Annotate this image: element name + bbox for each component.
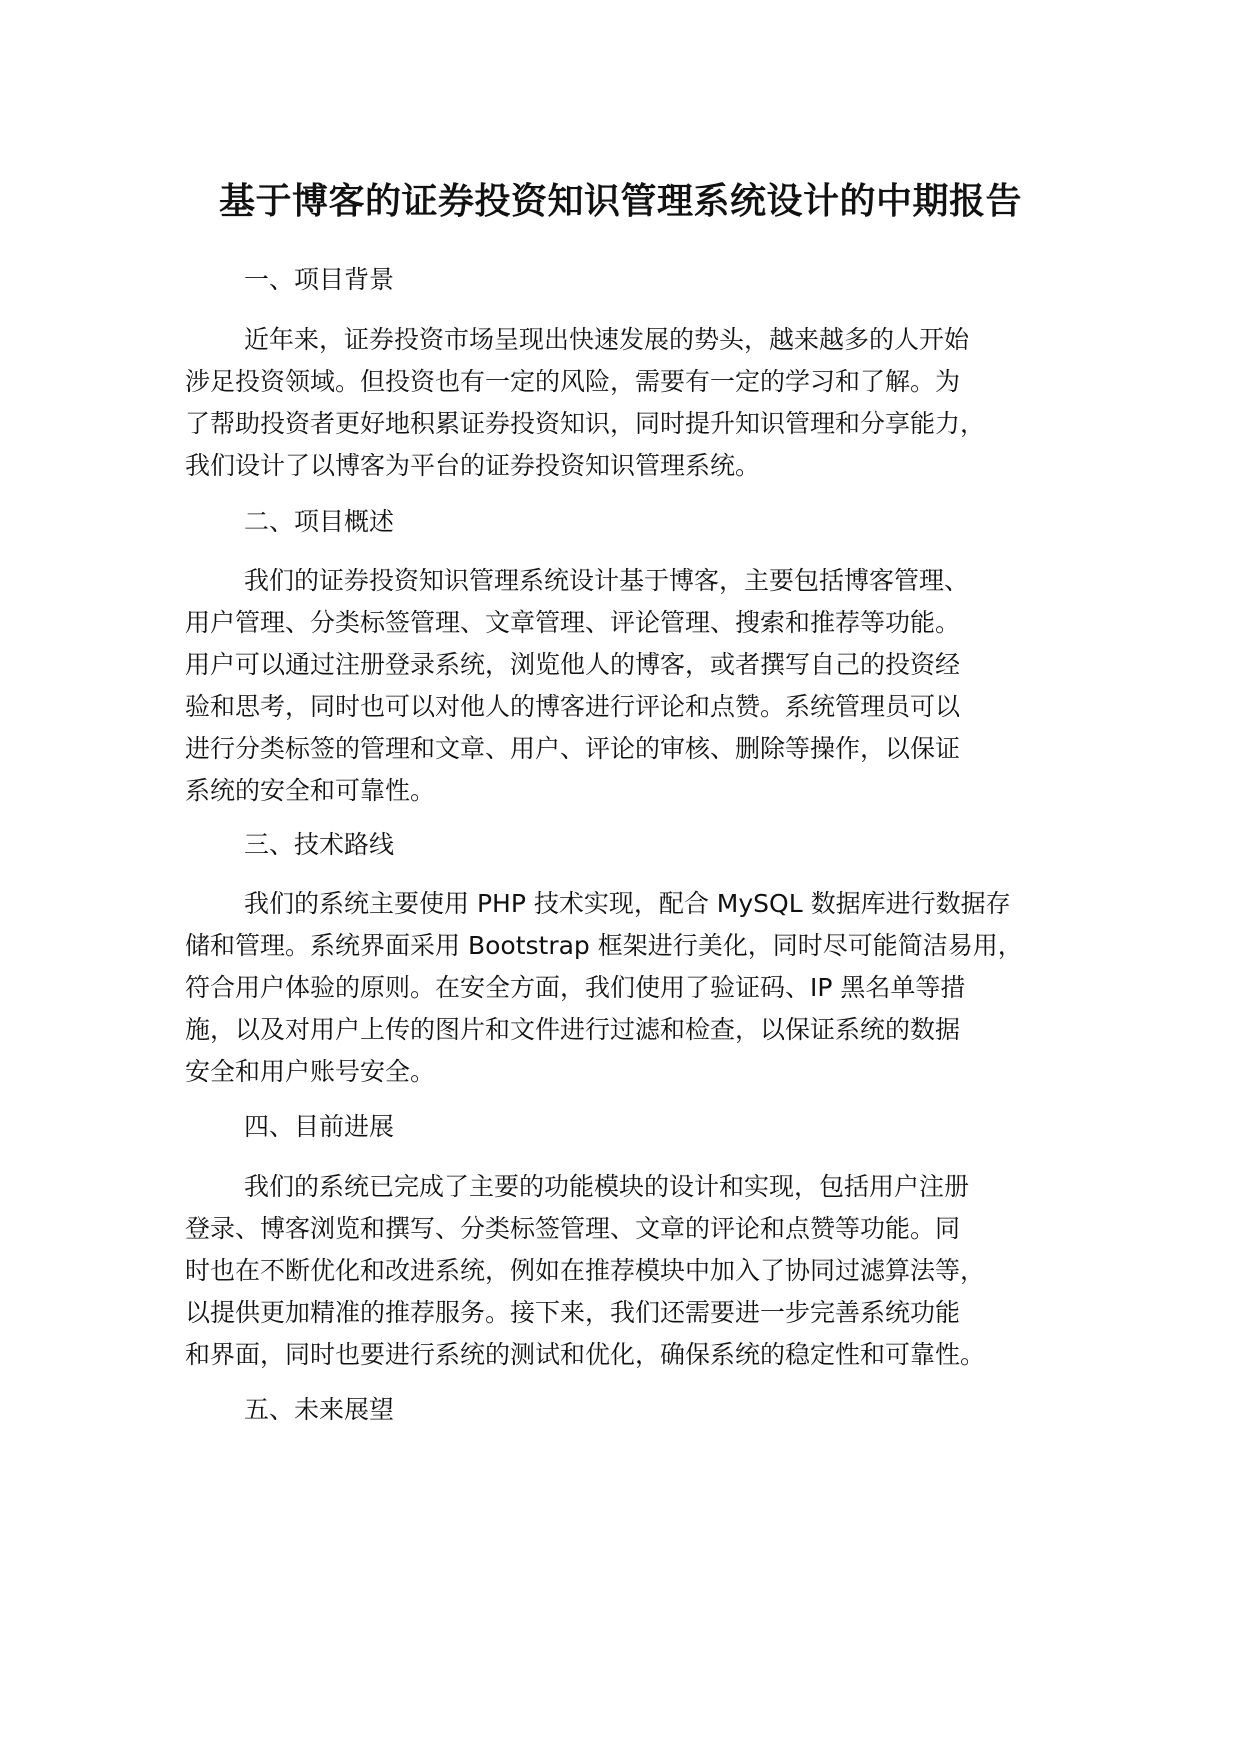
paragraph-line: 施，以及对用户上传的图片和文件进行过滤和检查，以保证系统的数据 [185, 1015, 961, 1044]
paragraph-line: 我们的证券投资知识管理系统设计基于博客，主要包括博客管理、 [244, 566, 970, 595]
paragraph-line: 登录、博客浏览和撰写、分类标签管理、文章的评论和点赞等功能。同 [185, 1214, 961, 1243]
paragraph-line: 我们设计了以博客为平台的证券投资知识管理系统。 [185, 451, 761, 480]
paragraph-line: 近年来，证券投资市场呈现出快速发展的势头，越来越多的人开始 [244, 325, 970, 354]
paragraph-line: 了帮助投资者更好地积累证券投资知识，同时提升知识管理和分享能力， [185, 409, 986, 438]
paragraph-line: 符合用户体验的原则。在安全方面，我们使用了验证码、IP 黑名单等措 [185, 973, 966, 1002]
paragraph-line: 安全和用户账号安全。 [185, 1057, 436, 1086]
section-heading-outlook: 五、未来展望 [244, 1395, 395, 1424]
paragraph-line: 我们的系统已完成了主要的功能模块的设计和实现，包括用户注册 [244, 1172, 970, 1201]
paragraph-line: 进行分类标签的管理和文章、用户、评论的审核、删除等操作，以保证 [185, 734, 961, 763]
section-heading-background: 一、项目背景 [244, 265, 395, 294]
paragraph-line: 时也在不断优化和改进系统，例如在推荐模块中加入了协同过滤算法等， [185, 1256, 986, 1285]
paragraph-line: 验和思考，同时也可以对他人的博客进行评论和点赞。系统管理员可以 [185, 692, 961, 721]
paragraph-line: 涉足投资领域。但投资也有一定的风险，需要有一定的学习和了解。为 [185, 367, 961, 396]
paragraph-line: 和界面，同时也要进行系统的测试和优化，确保系统的稳定性和可靠性。 [185, 1340, 986, 1369]
section-heading-technology: 三、技术路线 [244, 830, 395, 859]
paragraph-line: 用户管理、分类标签管理、文章管理、评论管理、搜索和推荐等功能。 [185, 608, 961, 637]
paragraph-line: 储和管理。系统界面采用 Bootstrap 框架进行美化，同时尽可能简洁易用， [185, 931, 1023, 960]
section-heading-progress: 四、目前进展 [244, 1112, 395, 1141]
paragraph-line: 以提供更加精准的推荐服务。接下来，我们还需要进一步完善系统功能 [185, 1298, 961, 1327]
paragraph-line: 用户可以通过注册登录系统，浏览他人的博客，或者撰写自己的投资经 [185, 650, 961, 679]
paragraph-line: 我们的系统主要使用 PHP 技术实现，配合 MySQL 数据库进行数据存 [244, 889, 1011, 918]
document-title: 基于博客的证券投资知识管理系统设计的中期报告 [218, 181, 1022, 222]
section-heading-overview: 二、项目概述 [244, 507, 395, 536]
paragraph-line: 系统的安全和可靠性。 [185, 776, 436, 805]
